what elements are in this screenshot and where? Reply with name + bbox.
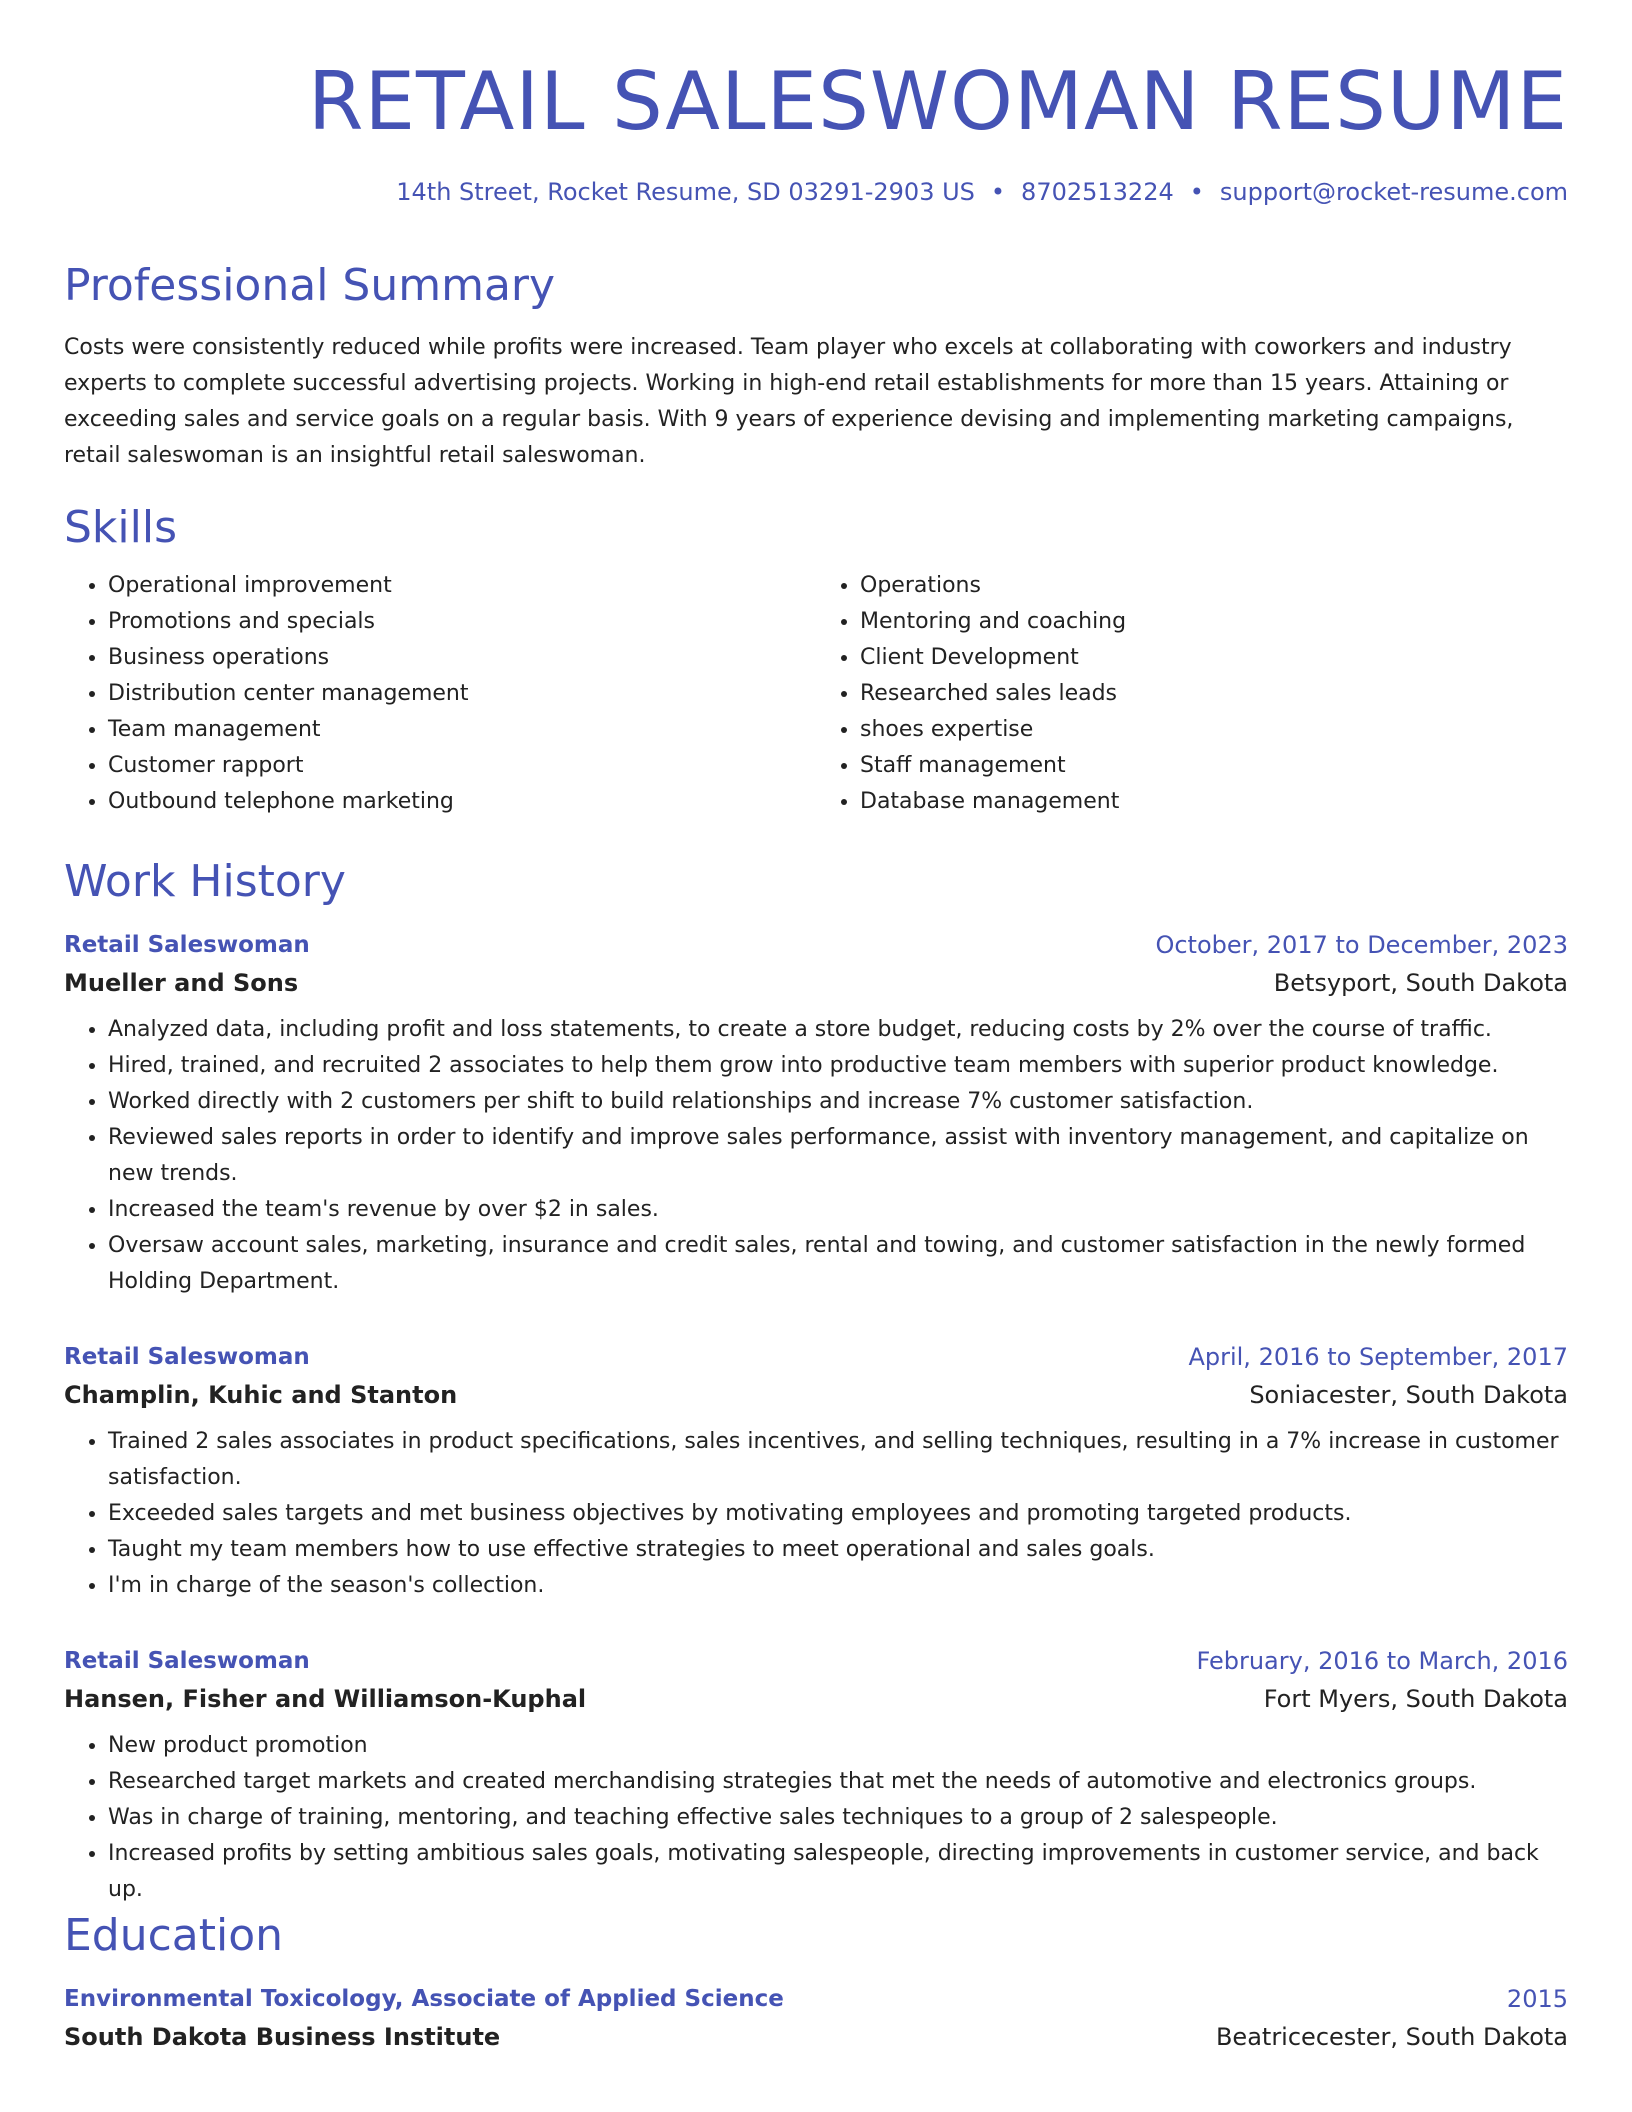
- job-bullet: • Analyzed data, including profit and loss statements, to create a store budget, reducing costs by 2% over the course of traffic.: [108, 1012, 1568, 1048]
- skills-list-left: [64, 568, 816, 820]
- job-bullet: • Hired, trained, and recruited 2 associates to help them grow into productive team members with superior product knowledge.: [108, 1048, 1568, 1084]
- job-company: Hansen, Fisher and Williamson-Kuphal: [64, 1685, 587, 1713]
- skills-section: [64, 500, 1568, 820]
- job-location: Fort Myers, South Dakota: [1263, 1685, 1568, 1713]
- job-header: [64, 1642, 1568, 1680]
- education-year: 2015: [1506, 1985, 1568, 2013]
- skill-item: • Customer rapport: [108, 748, 816, 784]
- education-entry: [64, 1980, 1568, 2056]
- resume-page: [0, 0, 1632, 206]
- section-heading: Education: [64, 1910, 284, 1961]
- contact-email[interactable]: support@rocket-resume.com: [1219, 178, 1568, 206]
- work-history-section: [64, 854, 1568, 910]
- skill-item: • Operational improvement: [108, 568, 816, 604]
- job-bullet: • Reviewed sales reports in order to identify and improve sales performance, assist with inventory management, and capitalize on new trends.: [108, 1120, 1568, 1192]
- job-header: [64, 926, 1568, 964]
- job-bullet: • Increased profits by setting ambitious sales goals, motivating salespeople, directing improvements in customer service, and back up.: [108, 1836, 1568, 1908]
- contact-phone: 8702513224: [1021, 178, 1174, 206]
- skill-item: • Business operations: [108, 640, 816, 676]
- skills-columns: [64, 568, 1568, 820]
- section-heading: Professional Summary: [64, 260, 556, 311]
- job-bullet: • Oversaw account sales, marketing, insurance and credit sales, rental and towing, and customer satisfaction in the newly formed Holding Department.: [108, 1228, 1568, 1300]
- skill-item: • Operations: [860, 568, 1568, 604]
- skill-item: • Staff management: [860, 748, 1568, 784]
- education-header: [64, 1980, 1568, 2018]
- contact-separator: •: [990, 178, 1006, 206]
- skill-item: • shoes expertise: [860, 712, 1568, 748]
- skill-item: • Team management: [108, 712, 816, 748]
- skill-item: • Mentoring and coaching: [860, 604, 1568, 640]
- professional-summary-section: [64, 258, 1568, 474]
- job-company: Mueller and Sons: [64, 969, 299, 997]
- section-heading: Work History: [64, 856, 346, 907]
- job-location: Betsyport, South Dakota: [1273, 969, 1568, 997]
- contact-line: [396, 178, 1568, 206]
- job-bullet: • I'm in charge of the season's collection.: [108, 1568, 1568, 1604]
- job-company: Champlin, Kuhic and Stanton: [64, 1381, 458, 1409]
- job-subheader: [64, 964, 1568, 1002]
- job-entry: [64, 1642, 1568, 1908]
- job-bullet: • Trained 2 sales associates in product specifications, sales incentives, and selling techniques, resulting in a 7% increase in customer satisfaction.: [108, 1424, 1568, 1496]
- skill-item: • Outbound telephone marketing: [108, 784, 816, 820]
- job-dates: October, 2017 to December, 2023: [1155, 931, 1568, 959]
- skills-list-right: [816, 568, 1568, 820]
- education-location: Beatricecester, South Dakota: [1215, 2023, 1568, 2051]
- education-school: South Dakota Business Institute: [64, 2023, 501, 2051]
- job-bullet: • Taught my team members how to use effective strategies to meet operational and sales goals.: [108, 1532, 1568, 1568]
- job-title: Retail Saleswoman: [64, 1344, 310, 1370]
- job-subheader: [64, 1680, 1568, 1718]
- job-title: Retail Saleswoman: [64, 1648, 310, 1674]
- job-bullet: • Researched target markets and created merchandising strategies that met the needs of automotive and electronics groups.: [108, 1764, 1568, 1800]
- section-heading: Skills: [64, 502, 178, 553]
- resume-title: RETAIL SALESWOMAN RESUME: [307, 55, 1568, 148]
- education-section: [64, 1908, 1568, 1964]
- job-header: [64, 1338, 1568, 1376]
- job-bullets: [64, 1424, 1568, 1604]
- skill-item: • Distribution center management: [108, 676, 816, 712]
- job-bullet: • Exceeded sales targets and met business objectives by motivating employees and promoting targeted products.: [108, 1496, 1568, 1532]
- job-entry: [64, 1338, 1568, 1604]
- job-bullet: • Increased the team's revenue by over $2 in sales.: [108, 1192, 1568, 1228]
- skill-item: • Promotions and specials: [108, 604, 816, 640]
- job-location: Soniacester, South Dakota: [1249, 1381, 1568, 1409]
- job-dates: February, 2016 to March, 2016: [1196, 1647, 1568, 1675]
- job-bullet: • New product promotion: [108, 1728, 1568, 1764]
- education-degree: Environmental Toxicology, Associate of Applied Science: [64, 1986, 784, 2012]
- job-bullet: • Worked directly with 2 customers per shift to build relationships and increase 7% customer satisfaction.: [108, 1084, 1568, 1120]
- education-subheader: [64, 2018, 1568, 2056]
- contact-address: 14th Street, Rocket Resume, SD 03291-2903 US: [396, 178, 975, 206]
- skill-item: • Client Development: [860, 640, 1568, 676]
- job-bullet: • Was in charge of training, mentoring, and teaching effective sales techniques to a group of 2 salespeople.: [108, 1800, 1568, 1836]
- job-dates: April, 2016 to September, 2017: [1188, 1343, 1568, 1371]
- job-entry: [64, 926, 1568, 1300]
- skill-item: • Researched sales leads: [860, 676, 1568, 712]
- job-title: Retail Saleswoman: [64, 932, 310, 958]
- job-bullets: [64, 1012, 1568, 1300]
- skill-item: • Database management: [860, 784, 1568, 820]
- job-bullets: [64, 1728, 1568, 1908]
- job-subheader: [64, 1376, 1568, 1414]
- contact-separator: •: [1189, 178, 1204, 206]
- summary-text: Costs were consistently reduced while profits were increased. Team player who excels at collaborating with coworkers and industry experts to complete successful advertising projects. Working in high-end retail establishments for more than 15 years. Attaining or exceeding sales and service goals on a regular basis. With 9 years of experience devising and implementing marketing campaigns, retail saleswoman is an insightful retail saleswoman.: [64, 335, 1514, 468]
